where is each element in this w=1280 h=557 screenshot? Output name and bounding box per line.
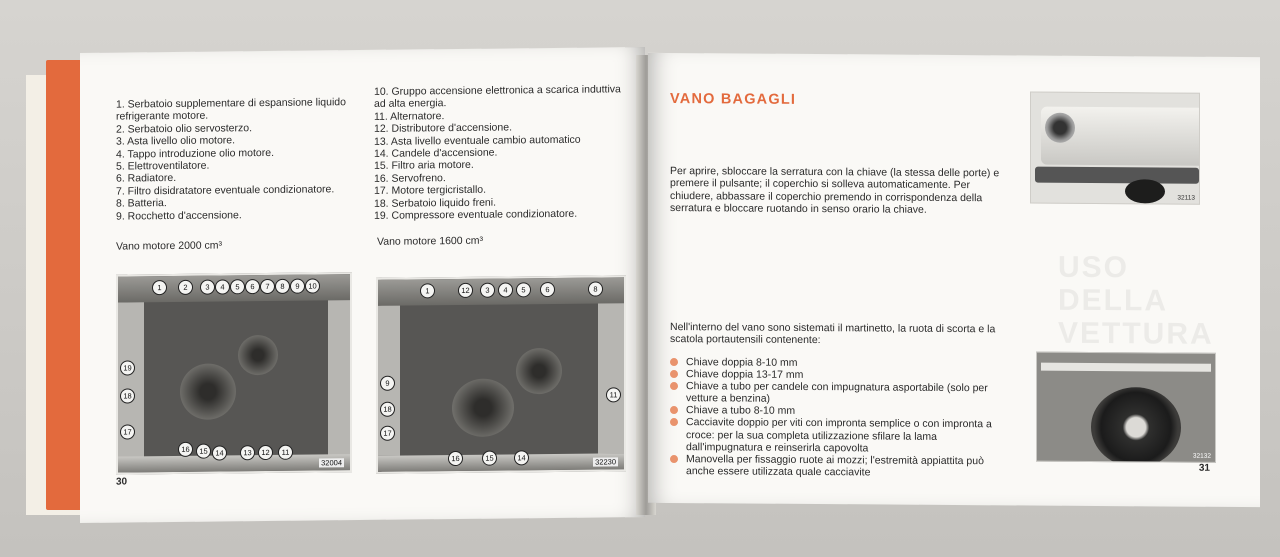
caption-2000: Vano motore 2000 cm³ xyxy=(116,239,223,253)
callout-2000-8: 8 xyxy=(275,279,290,294)
list-item: 14. Candele d'accensione. xyxy=(374,146,498,160)
list-item: 19. Compressore eventuale condizionatore. xyxy=(374,207,578,222)
callout-1600-11: 11 xyxy=(606,387,621,402)
callout-1600-1: 1 xyxy=(420,283,435,298)
list-item: Chiave a tubo per candele con impugnatura asportabile (solo per vetture a benzina) xyxy=(670,380,1000,406)
callout-2000-14: 14 xyxy=(212,445,227,460)
photo-code: 32113 xyxy=(1177,194,1195,202)
engine-block xyxy=(516,348,562,394)
watermark-line: USO xyxy=(1058,250,1130,285)
list-item: 9. Rocchetto d'accensione. xyxy=(116,208,242,223)
page-number-left: 30 xyxy=(116,476,128,488)
callout-2000-5: 5 xyxy=(230,279,245,294)
list-item: Chiave a tubo 8-10 mm xyxy=(670,404,1000,418)
callout-1600-15: 15 xyxy=(482,451,497,466)
photo-code: 32004 xyxy=(321,458,342,468)
bullet-icon xyxy=(670,455,678,463)
photo-code: 32230 xyxy=(595,457,616,467)
callout-2000-7: 7 xyxy=(260,279,275,294)
list-item: 1. Serbatoio supplementare di espansione liquido refrigerante motore. xyxy=(116,96,346,123)
list-item: 16. Servofreno. xyxy=(374,171,446,185)
engine-photo-1600 xyxy=(376,275,626,474)
jack-bar xyxy=(1041,363,1211,372)
tool-list xyxy=(670,356,1000,479)
spare-wheel-photo xyxy=(1036,352,1216,463)
list-item: 6. Radiatore. xyxy=(116,172,177,186)
callout-1600-8: 8 xyxy=(588,281,603,296)
callout-1600-5: 5 xyxy=(516,282,531,297)
watermark-line: VETTURA xyxy=(1058,316,1214,351)
left-page xyxy=(80,47,645,523)
callout-2000-13: 13 xyxy=(240,445,255,460)
list-item: Cacciavite doppio per viti con impronta semplice o con impronta a croce: per la sua completa utilizzazione sfilare la lama dall'impugnatura e reinserirla capovolta xyxy=(670,416,1000,455)
right-page xyxy=(648,53,1260,507)
list-item: Chiave doppia 8-10 mm xyxy=(670,356,1000,370)
opening-instructions: Per aprire, sbloccare la serratura con la chiave (la stessa delle porte) e premere il pulsante; il coperchio si solleva automaticamente. Per chiudere, abbassare il coperchio premendo in corrispondenza della serratura e bloccare ruotando in senso orario la chiave. xyxy=(670,165,1000,217)
bullet-icon xyxy=(670,370,678,378)
page-number-right: 31 xyxy=(1198,462,1210,474)
parts-list-2 xyxy=(374,83,622,222)
engine-block xyxy=(238,335,278,375)
callout-2000-12: 12 xyxy=(258,445,273,460)
list-item: 11. Alternatore. xyxy=(374,109,445,123)
air-filter xyxy=(452,378,514,437)
bullet-icon xyxy=(670,382,678,390)
callout-1600-6: 6 xyxy=(540,282,555,297)
bullet-icon xyxy=(670,418,678,426)
callout-1600-12: 12 xyxy=(458,283,473,298)
bay-right-wall xyxy=(598,303,624,453)
callout-1600-3: 3 xyxy=(480,283,495,298)
section-title: VANO BAGAGLI xyxy=(670,91,797,108)
bullet-icon xyxy=(670,358,678,366)
list-item: 3. Asta livello olio motore. xyxy=(116,134,236,148)
spare-tire xyxy=(1091,387,1181,463)
watermark-line: DELLA xyxy=(1058,283,1168,318)
list-item: 4. Tappo introduzione olio motore. xyxy=(116,146,274,161)
list-item: Chiave doppia 13-17 mm xyxy=(670,368,1000,382)
callout-2000-6: 6 xyxy=(245,279,260,294)
list-item: 12. Distributore d'accensione. xyxy=(374,121,512,136)
callout-1600-4: 4 xyxy=(498,282,513,297)
bay-right-wall xyxy=(328,300,350,460)
callout-2000-4: 4 xyxy=(215,279,230,294)
list-item: 2. Serbatoio olio servosterzo. xyxy=(116,121,252,136)
list-item: 10. Gruppo accensione elettronica a scarica induttiva ad alta energia. xyxy=(374,83,621,111)
parts-list-1 xyxy=(116,96,356,223)
callout-2000-2: 2 xyxy=(178,280,193,295)
callout-1600-18: 18 xyxy=(380,402,395,417)
car-wheel xyxy=(1125,179,1165,203)
callout-2000-18: 18 xyxy=(120,388,135,403)
caption-1600: Vano motore 1600 cm³ xyxy=(377,234,484,248)
callout-1600-9: 9 xyxy=(380,376,395,391)
bullet-icon xyxy=(670,406,678,414)
list-item: 18. Serbatoio liquido freni. xyxy=(374,196,496,210)
callout-1600-17: 17 xyxy=(380,426,395,441)
callout-2000-19: 19 xyxy=(120,360,135,375)
list-item: 13. Asta livello eventuale cambio automatico xyxy=(374,133,581,148)
contents-intro: Nell'interno del vano sono sistemati il martinetto, la ruota di scorta e la scatola portautensili contenente: xyxy=(670,321,996,347)
trunk-lock-photo xyxy=(1030,92,1200,205)
callout-2000-11: 11 xyxy=(278,445,293,460)
list-item: 7. Filtro disidratatore eventuale condizionatore. xyxy=(116,183,335,198)
bumper xyxy=(378,453,624,472)
air-filter xyxy=(180,363,236,420)
photo-code: 32132 xyxy=(1192,452,1211,460)
callout-2000-1: 1 xyxy=(152,280,167,295)
list-item: Manovella per fissaggio ruote ai mozzi; l'estremità appiattita può anche essere utilizzata quale cacciavite xyxy=(670,453,1000,479)
callout-2000-17: 17 xyxy=(120,424,135,439)
callout-2000-16: 16 xyxy=(178,442,193,457)
car-bumper xyxy=(1035,167,1199,184)
list-item: 17. Motore tergicristallo. xyxy=(374,183,487,198)
callout-2000-10: 10 xyxy=(305,278,320,293)
list-item: 8. Batteria. xyxy=(116,197,167,210)
callout-2000-15: 15 xyxy=(196,444,211,459)
lock-icon xyxy=(1045,113,1075,143)
bumper xyxy=(118,454,350,472)
callout-2000-3: 3 xyxy=(200,280,215,295)
callout-1600-16: 16 xyxy=(448,451,463,466)
callout-2000-9: 9 xyxy=(290,279,305,294)
watermark-text xyxy=(1058,251,1214,351)
list-item: 15. Filtro aria motore. xyxy=(374,159,474,173)
list-item: 5. Elettroventilatore. xyxy=(116,159,210,173)
callout-1600-14: 14 xyxy=(514,450,529,465)
engine-photo-2000 xyxy=(116,272,352,474)
